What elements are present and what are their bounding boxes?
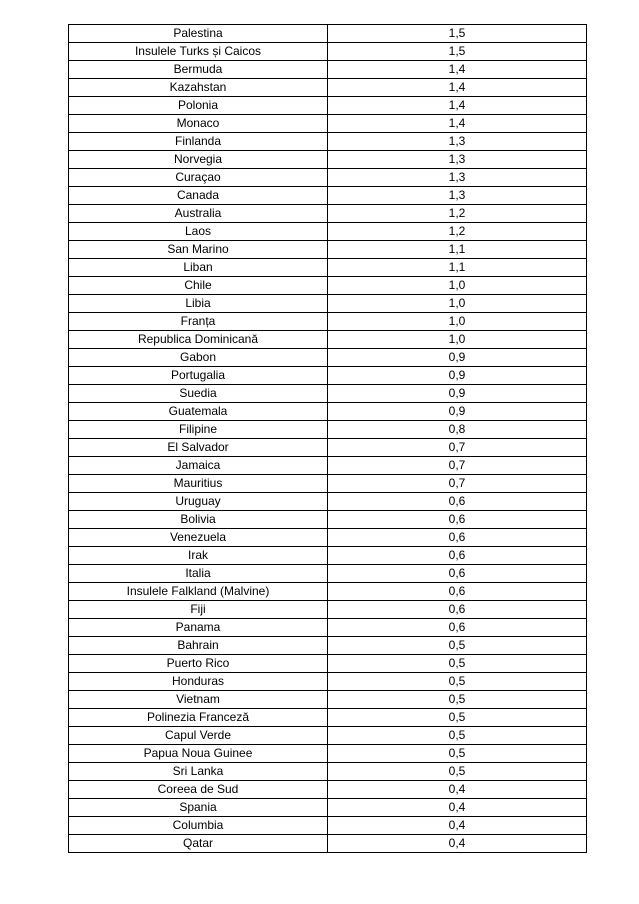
value-cell: 1,0 [328,295,587,313]
country-cell: Australia [69,205,328,223]
table-row [69,781,587,799]
value-cell: 0,5 [328,709,587,727]
country-cell: Insulele Turks și Caicos [69,43,328,61]
value-cell: 0,7 [328,457,587,475]
table-row [69,349,587,367]
country-cell: Sri Lanka [69,763,328,781]
value-cell: 0,6 [328,511,587,529]
country-cell: Palestina [69,25,328,43]
value-cell: 0,5 [328,691,587,709]
value-cell: 0,5 [328,745,587,763]
country-cell: Honduras [69,673,328,691]
country-cell: Columbia [69,817,328,835]
value-cell: 0,6 [328,529,587,547]
table-row [69,25,587,43]
value-cell: 0,6 [328,547,587,565]
table-row [69,259,587,277]
value-cell: 0,6 [328,583,587,601]
value-cell: 0,5 [328,673,587,691]
country-cell: Panama [69,619,328,637]
table-row [69,205,587,223]
table-row [69,673,587,691]
value-cell: 1,3 [328,187,587,205]
table-row [69,799,587,817]
country-cell: El Salvador [69,439,328,457]
country-cell: Liban [69,259,328,277]
table-row [69,637,587,655]
table-row [69,601,587,619]
country-cell: Canada [69,187,328,205]
table-row [69,691,587,709]
country-cell: Kazahstan [69,79,328,97]
value-cell: 1,0 [328,313,587,331]
table-row [69,745,587,763]
table-row [69,511,587,529]
table-row [69,835,587,853]
value-cell: 1,3 [328,169,587,187]
table-row [69,475,587,493]
table-row [69,223,587,241]
value-cell: 0,7 [328,439,587,457]
country-cell: Norvegia [69,151,328,169]
table-row [69,403,587,421]
value-cell: 0,6 [328,565,587,583]
value-cell: 0,4 [328,799,587,817]
value-cell: 0,9 [328,367,587,385]
country-cell: Polonia [69,97,328,115]
table-row [69,313,587,331]
country-cell: Gabon [69,349,328,367]
value-cell: 1,4 [328,115,587,133]
table-row [69,565,587,583]
value-cell: 1,2 [328,223,587,241]
country-cell: Portugalia [69,367,328,385]
table-row [69,367,587,385]
table-row [69,43,587,61]
table-row [69,619,587,637]
table-row [69,421,587,439]
value-cell: 0,9 [328,403,587,421]
table-row [69,547,587,565]
table-row [69,655,587,673]
country-cell: Vietnam [69,691,328,709]
table-row [69,583,587,601]
country-cell: Spania [69,799,328,817]
country-cell: Suedia [69,385,328,403]
country-cell: Italia [69,565,328,583]
country-cell: Fiji [69,601,328,619]
table-row [69,169,587,187]
value-cell: 0,4 [328,781,587,799]
table-row [69,727,587,745]
country-cell: Mauritius [69,475,328,493]
table-row [69,763,587,781]
country-cell: Chile [69,277,328,295]
value-cell: 1,4 [328,97,587,115]
value-cell: 0,6 [328,601,587,619]
value-cell: 0,6 [328,493,587,511]
value-cell: 0,4 [328,835,587,853]
country-value-table [68,24,587,853]
table-row [69,277,587,295]
table-row [69,187,587,205]
value-cell: 1,3 [328,133,587,151]
country-cell: Finlanda [69,133,328,151]
table-row [69,295,587,313]
country-cell: Jamaica [69,457,328,475]
value-cell: 1,1 [328,259,587,277]
value-cell: 0,8 [328,421,587,439]
country-cell: Bahrain [69,637,328,655]
table-row [69,385,587,403]
value-cell: 1,5 [328,25,587,43]
country-cell: Polinezia Franceză [69,709,328,727]
country-cell: Insulele Falkland (Malvine) [69,583,328,601]
country-cell: Curaçao [69,169,328,187]
country-cell: Libia [69,295,328,313]
table-row [69,457,587,475]
country-cell: Republica Dominicană [69,331,328,349]
table-row [69,331,587,349]
table-row [69,493,587,511]
value-cell: 0,5 [328,655,587,673]
country-cell: Capul Verde [69,727,328,745]
country-cell: Qatar [69,835,328,853]
country-cell: Monaco [69,115,328,133]
value-cell: 1,0 [328,277,587,295]
value-cell: 0,5 [328,727,587,745]
value-cell: 1,2 [328,205,587,223]
country-cell: Papua Noua Guinee [69,745,328,763]
table-row [69,133,587,151]
country-cell: Filipine [69,421,328,439]
table-row [69,97,587,115]
value-cell: 1,4 [328,61,587,79]
table-row [69,151,587,169]
table-row [69,439,587,457]
table-row [69,115,587,133]
country-cell: Franța [69,313,328,331]
country-cell: Laos [69,223,328,241]
country-cell: Coreea de Sud [69,781,328,799]
table-row [69,241,587,259]
country-cell: Bolivia [69,511,328,529]
country-cell: Puerto Rico [69,655,328,673]
value-cell: 0,5 [328,637,587,655]
table-row [69,79,587,97]
country-cell: Irak [69,547,328,565]
value-cell: 1,5 [328,43,587,61]
country-cell: Guatemala [69,403,328,421]
country-cell: Bermuda [69,61,328,79]
table-row [69,817,587,835]
value-cell: 1,4 [328,79,587,97]
value-cell: 1,3 [328,151,587,169]
value-cell: 0,4 [328,817,587,835]
value-cell: 0,9 [328,385,587,403]
value-cell: 0,6 [328,619,587,637]
value-cell: 0,7 [328,475,587,493]
table-row [69,709,587,727]
value-cell: 0,5 [328,763,587,781]
table-row [69,61,587,79]
country-cell: San Marino [69,241,328,259]
country-cell: Venezuela [69,529,328,547]
country-cell: Uruguay [69,493,328,511]
table-row [69,529,587,547]
table-body [69,25,587,853]
value-cell: 0,9 [328,349,587,367]
value-cell: 1,0 [328,331,587,349]
value-cell: 1,1 [328,241,587,259]
